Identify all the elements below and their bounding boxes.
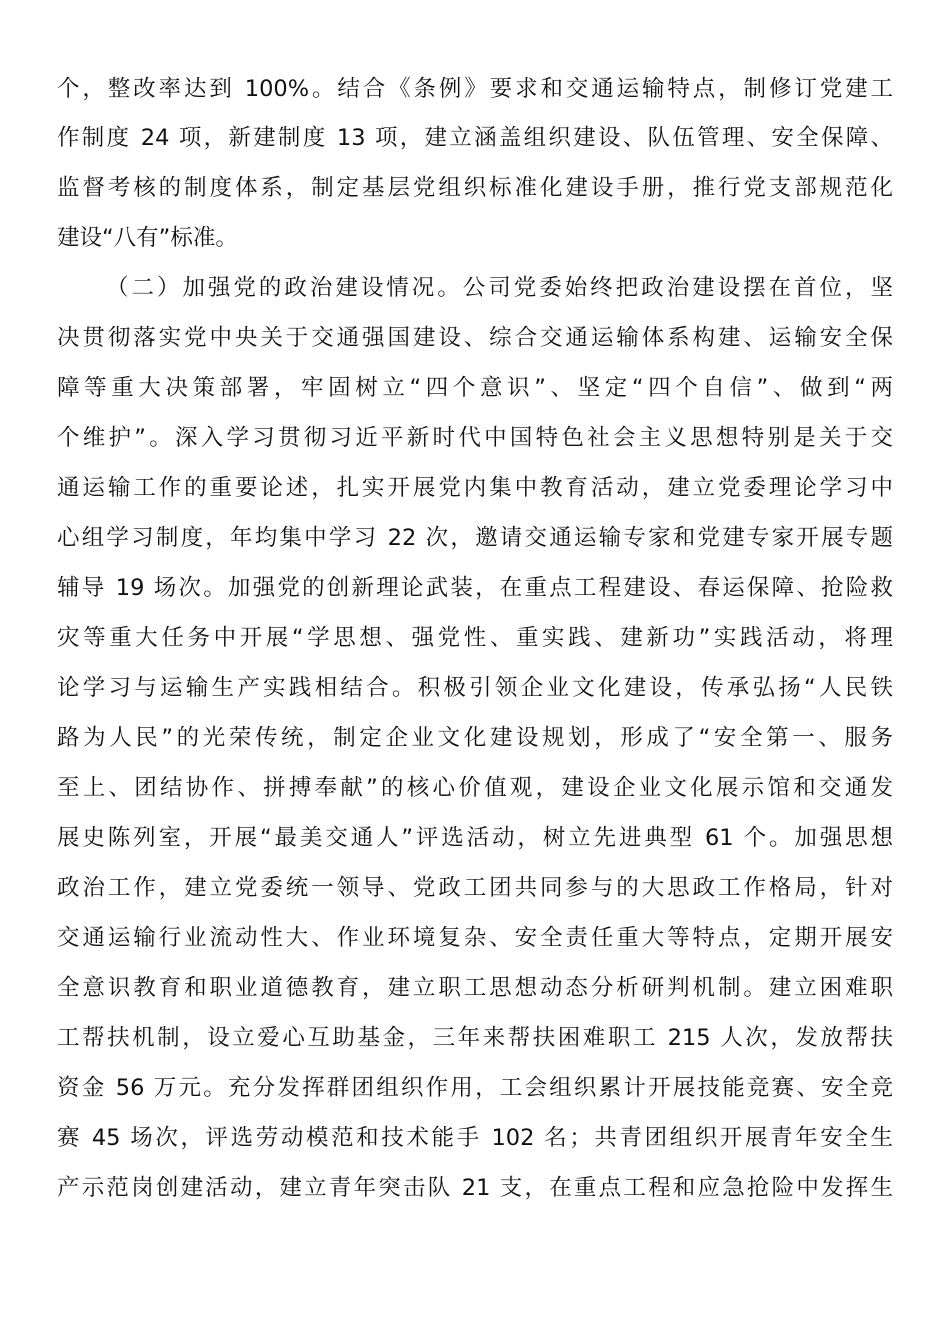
- text-line-19: 全意识教育和职业道德教育，建立职工思想动态分析研判机制。建立困难职: [57, 975, 893, 1001]
- text-line-18: 交通运输行业流动性大、作业环境复杂、安全责任重大等特点，定期开展安: [57, 925, 893, 951]
- text-line-6: 决贯彻落实党中央关于交通强国建设、综合交通运输体系构建、运输安全保: [57, 325, 893, 351]
- text-line-13: 论学习与运输生产实践相结合。积极引领企业文化建设，传承弘扬“人民铁: [57, 675, 893, 701]
- text-line-1: 个，整改率达到 100%。结合《条例》要求和交通运输特点，制修订党建工: [57, 76, 893, 102]
- text-line-22: 赛 45 场次，评选劳动模范和技术能手 102 名；共青团组织开展青年安全生: [57, 1125, 893, 1151]
- text-line-16: 展史陈列室，开展“最美交通人”评选活动，树立先进典型 61 个。加强思想: [57, 825, 893, 851]
- text-line-4: 建设“八有”标准。: [57, 225, 238, 251]
- text-line-23: 产示范岗创建活动，建立青年突击队 21 支，在重点工程和应急抢险中发挥生: [57, 1175, 893, 1201]
- text-line-2: 作制度 24 项，新建制度 13 项，建立涵盖组织建设、队伍管理、安全保障、: [57, 125, 893, 151]
- text-line-3: 监督考核的制度体系，制定基层党组织标准化建设手册，推行党支部规范化: [57, 175, 893, 201]
- text-line-17: 政治工作，建立党委统一领导、党政工团共同参与的大思政工作格局，针对: [57, 875, 893, 901]
- text-line-12: 灾等重大任务中开展“学思想、强党性、重实践、建新功”实践活动，将理: [57, 625, 893, 651]
- text-line-21: 资金 56 万元。充分发挥群团组织作用，工会组织累计开展技能竞赛、安全竞: [57, 1075, 893, 1101]
- text-line-7: 障等重大决策部署，牢固树立“四个意识”、坚定“四个自信”、做到“两: [57, 375, 893, 401]
- text-line-20: 工帮扶机制，设立爱心互助基金，三年来帮扶困难职工 215 人次，发放帮扶: [57, 1025, 893, 1051]
- text-line-11: 辅导 19 场次。加强党的创新理论武装，在重点工程建设、春运保障、抢险救: [57, 575, 893, 601]
- text-line-15: 至上、团结协作、拼搏奉献”的核心价值观，建设企业文化展示馆和交通发: [57, 775, 893, 801]
- text-line-10: 心组学习制度，年均集中学习 22 次，邀请交通运输专家和党建专家开展专题: [57, 525, 893, 551]
- text-line-8: 个维护”。深入学习贯彻习近平新时代中国特色社会主义思想特别是关于交: [57, 425, 893, 451]
- text-line-14: 路为人民”的光荣传统，制定企业文化建设规划，形成了“安全第一、服务: [57, 725, 893, 751]
- section-heading-line: （二）加强党的政治建设情况。公司党委始终把政治建设摆在首位，坚: [106, 275, 893, 301]
- text-line-9: 通运输工作的重要论述，扎实开展党内集中教育活动，建立党委理论学习中: [57, 475, 893, 501]
